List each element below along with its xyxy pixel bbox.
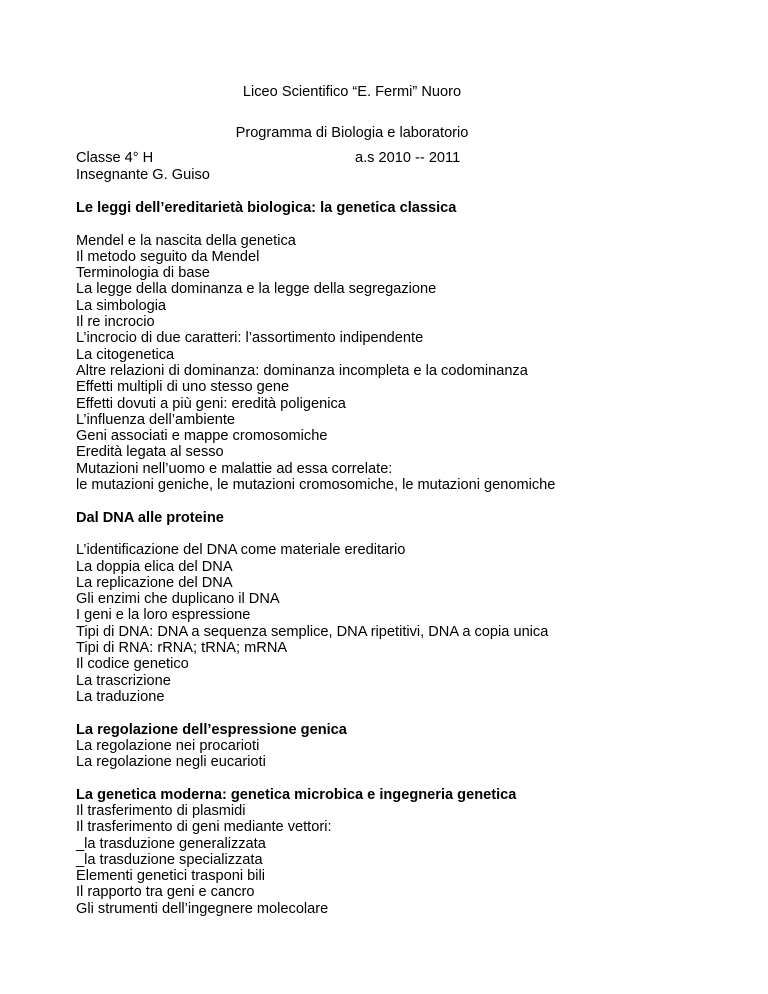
topic-list (76, 542, 716, 705)
list-item: le mutazioni geniche, le mutazioni cromosomiche, le mutazioni genomiche (76, 477, 556, 494)
list-item: La simbologia (76, 297, 167, 314)
list-item: La legge della dominanza e la legge della segregazione (76, 281, 437, 298)
list-item: Altre relazioni di dominanza: dominanza incompleta e la codominanza (76, 362, 528, 379)
list-item: Il trasferimento di plasmidi (76, 802, 246, 819)
list-item: I geni e la loro espressione (76, 607, 251, 624)
list-item: _la trasduzione specializzata (76, 851, 263, 868)
list-item: Il codice genetico (76, 656, 189, 673)
section-classical-genetics (76, 200, 716, 493)
list-item: L’identificazione del DNA come materiale ereditario (76, 542, 406, 559)
section-modern-genetics (76, 787, 716, 917)
list-item: La trascrizione (76, 672, 171, 689)
list-item: Effetti dovuti a più geni: eredità poligenica (76, 395, 346, 412)
list-item: La traduzione (76, 688, 165, 705)
topic-list (76, 233, 716, 494)
topic-list (76, 738, 716, 771)
teacher-name: Insegnante G. Guiso (76, 167, 210, 183)
section-heading: Le leggi dell’ereditarietà biologica: la genetica classica (76, 200, 457, 216)
list-item: Eredità legata al sesso (76, 444, 224, 461)
list-item: Tipi di DNA: DNA a sequenza semplice, DNA ripetitivi, DNA a copia unica (76, 623, 549, 640)
list-item: Il rapporto tra geni e cancro (76, 884, 255, 901)
section-dna-to-proteins (76, 510, 716, 706)
topic-list (76, 803, 716, 917)
program-title: Programma di Biologia e laboratorio (235, 125, 469, 141)
section-heading: La regolazione dell’espressione genica (76, 721, 347, 738)
section-gene-regulation (76, 722, 716, 771)
list-item: Il metodo seguito da Mendel (76, 248, 260, 265)
section-heading: La genetica moderna: genetica microbica e ingegneria genetica (76, 786, 517, 803)
program-content (76, 200, 716, 917)
class-info (76, 150, 696, 184)
list-item: Tipi di RNA: rRNA; tRNA; mRNA (76, 640, 288, 657)
list-item: Il re incrocio (76, 314, 155, 331)
school-title: Liceo Scientifico “E. Fermi” Nuoro (242, 84, 462, 100)
section-heading: Dal DNA alle proteine (76, 509, 224, 526)
list-item: Gli enzimi che duplicano il DNA (76, 591, 280, 608)
list-item: La citogenetica (76, 346, 175, 363)
list-item: L’influenza dell’ambiente (76, 411, 236, 428)
class-row (76, 150, 696, 167)
list-item: L’incrocio di due caratteri: l’assortimento indipendente (76, 330, 424, 347)
list-item: Geni associati e mappe cromosomiche (76, 428, 328, 445)
class-label: Classe 4° H (76, 150, 154, 166)
list-item: La replicazione del DNA (76, 574, 233, 591)
school-year: a.s 2010 -- 2011 (355, 150, 461, 166)
list-item: _la trasduzione generalizzata (76, 835, 266, 852)
list-item: La regolazione negli eucarioti (76, 754, 266, 771)
list-item: La doppia elica del DNA (76, 558, 233, 575)
list-item: Elementi genetici trasponi bili (76, 868, 266, 885)
list-item: Terminologia di base (76, 265, 210, 282)
list-item: Effetti multipli di uno stesso gene (76, 379, 290, 396)
list-item: La regolazione nei procarioti (76, 737, 260, 754)
teacher-row (76, 167, 696, 184)
list-item: Mendel e la nascita della genetica (76, 232, 296, 249)
list-item: Mutazioni nell’uomo e malattie ad essa correlate: (76, 460, 393, 477)
list-item: Gli strumenti dell’ingegnere molecolare (76, 900, 329, 917)
list-item: Il trasferimento di geni mediante vettori: (76, 819, 332, 836)
